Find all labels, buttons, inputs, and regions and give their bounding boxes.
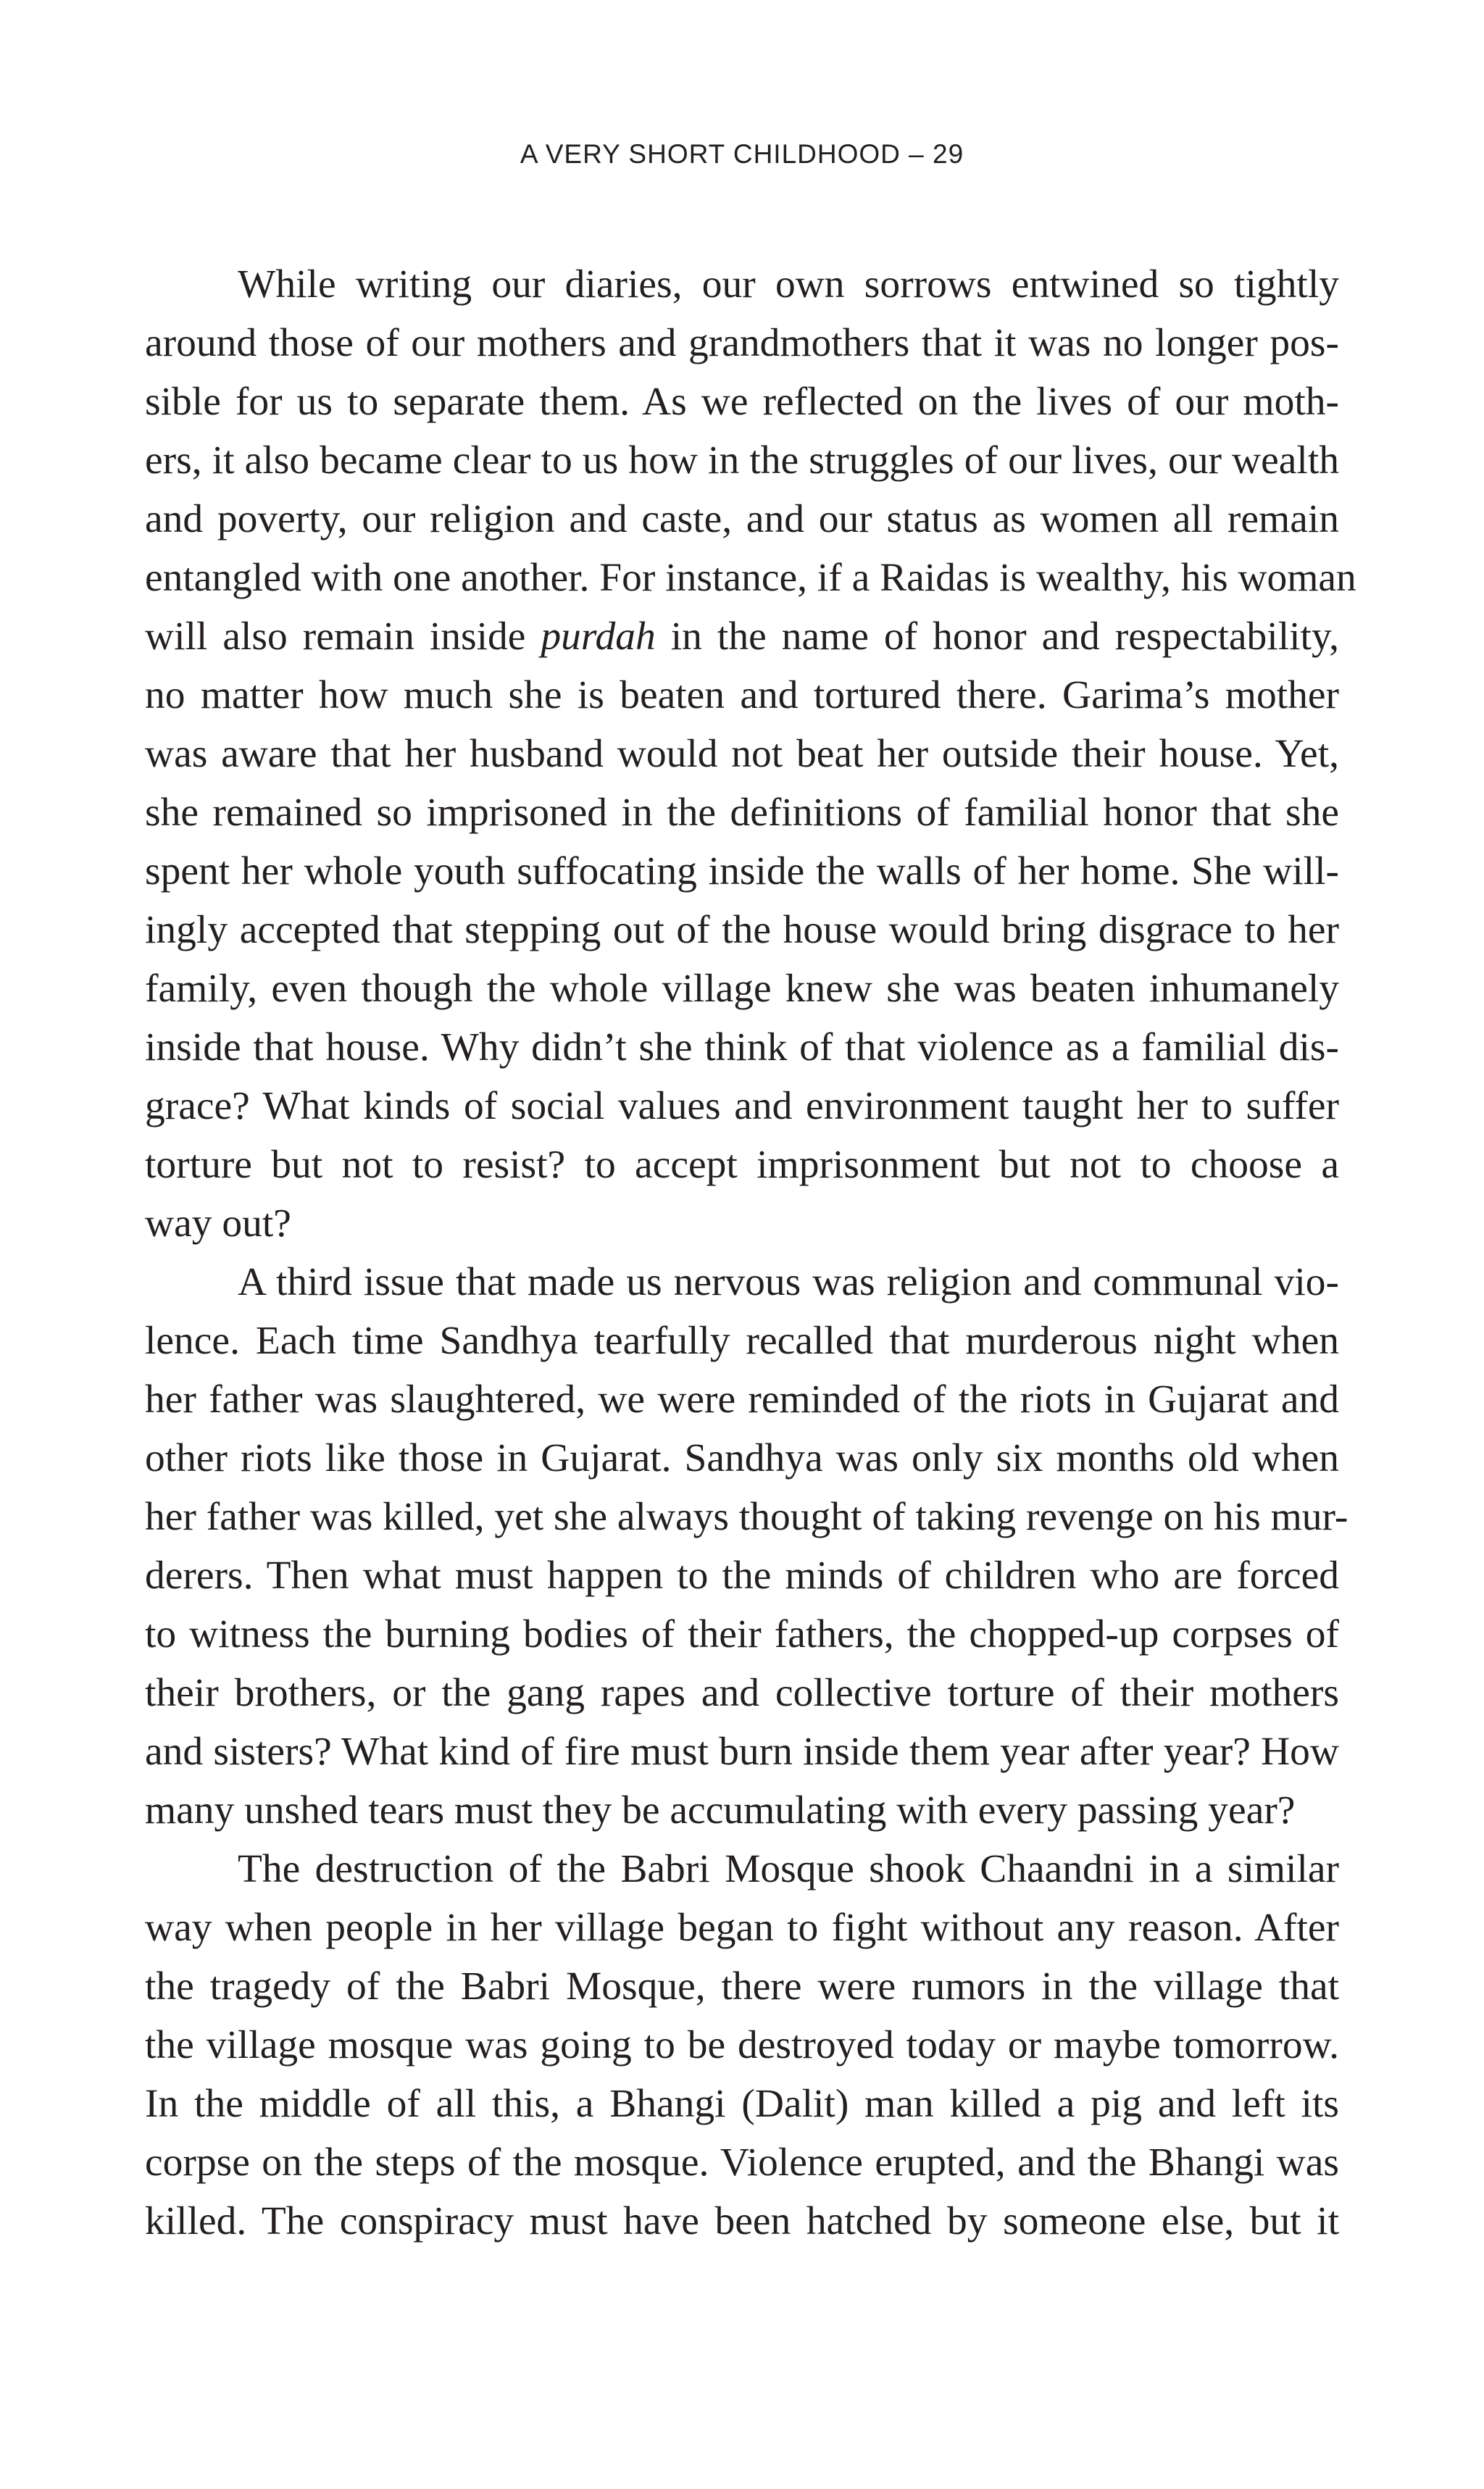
text-line: other riots like those in Gujarat. Sandhya was only six months old when [145, 1436, 1339, 1480]
text-line: corpse on the steps of the mosque. Violence erupted, and the Bhangi was [145, 2140, 1339, 2185]
text-line: way out? [145, 1201, 291, 1246]
paragraph-1 [145, 255, 1356, 1253]
paragraph-2 [145, 1253, 1348, 1840]
running-head: A VERY SHORT CHILDHOOD – 29 [520, 139, 964, 169]
text-line: she remained so imprisoned in the definitions of familial honor that she [145, 791, 1339, 835]
text-line [145, 607, 1339, 666]
text-line: the village mosque was going to be destroyed today or maybe tomorrow. [145, 2023, 1339, 2067]
text-line: entangled with one another. For instance, if a Raidas is wealthy, his woman [145, 556, 1356, 600]
text-line: A third issue that made us nervous was religion and communal vio- [238, 1260, 1339, 1304]
text-line: derers. Then what must happen to the minds of children who are forced [145, 1554, 1339, 1598]
text-line: way when people in her village began to fight without any reason. After [145, 1906, 1339, 1950]
paragraph-3 [145, 1840, 1339, 2251]
text-line: lence. Each time Sandhya tearfully recalled that murderous night when [145, 1319, 1339, 1363]
text-line-segment: in the name of honor and respectability, [655, 614, 1339, 659]
text-line: no matter how much she is beaten and tortured there. Garima’s mother [145, 673, 1339, 717]
text-line: and poverty, our religion and caste, and our status as women all remain [145, 497, 1339, 541]
text-line: ingly accepted that stepping out of the house would bring disgrace to her [145, 908, 1339, 952]
text-line: around those of our mothers and grandmothers that it was no longer pos- [145, 321, 1339, 365]
text-line: was aware that her husband would not beat her outside their house. Yet, [145, 732, 1339, 776]
italic-term-purdah: purdah [541, 614, 656, 659]
text-line-segment: will also remain inside [145, 614, 541, 659]
text-line: While writing our diaries, our own sorrows entwined so tightly [238, 262, 1339, 307]
body-text [145, 255, 1356, 2251]
text-line: ers, it also became clear to us how in the struggles of our lives, our wealth [145, 438, 1339, 483]
text-line: her father was slaughtered, we were reminded of the riots in Gujarat and [145, 1377, 1339, 1422]
text-line: and sisters? What kind of fire must burn inside them year after year? How [145, 1730, 1339, 1774]
text-line: inside that house. Why didn’t she think of that violence as a familial dis- [145, 1025, 1339, 1070]
text-line: spent her whole youth suffocating inside the walls of her home. She will- [145, 849, 1339, 893]
text-line: many unshed tears must they be accumulating with every passing year? [145, 1788, 1296, 1833]
text-line: grace? What kinds of social values and environment taught her to suffer [145, 1084, 1339, 1128]
text-line: In the middle of all this, a Bhangi (Dalit) man killed a pig and left its [145, 2082, 1339, 2126]
text-line: torture but not to resist? to accept imprisonment but not to choose a [145, 1143, 1339, 1187]
text-line: killed. The conspiracy must have been hatched by someone else, but it [145, 2199, 1339, 2243]
text-line: her father was killed, yet she always thought of taking revenge on his mur- [145, 1495, 1348, 1539]
text-line: The destruction of the Babri Mosque shook Chaandni in a similar [238, 1847, 1339, 1891]
text-line: sible for us to separate them. As we reflected on the lives of our moth- [145, 380, 1339, 424]
text-line: the tragedy of the Babri Mosque, there were rumors in the village that [145, 1964, 1339, 2009]
text-line: their brothers, or the gang rapes and collective torture of their mothers [145, 1671, 1339, 1715]
text-line: family, even though the whole village knew she was beaten inhumanely [145, 967, 1339, 1011]
text-line: to witness the burning bodies of their fathers, the chopped-up corpses of [145, 1612, 1339, 1656]
